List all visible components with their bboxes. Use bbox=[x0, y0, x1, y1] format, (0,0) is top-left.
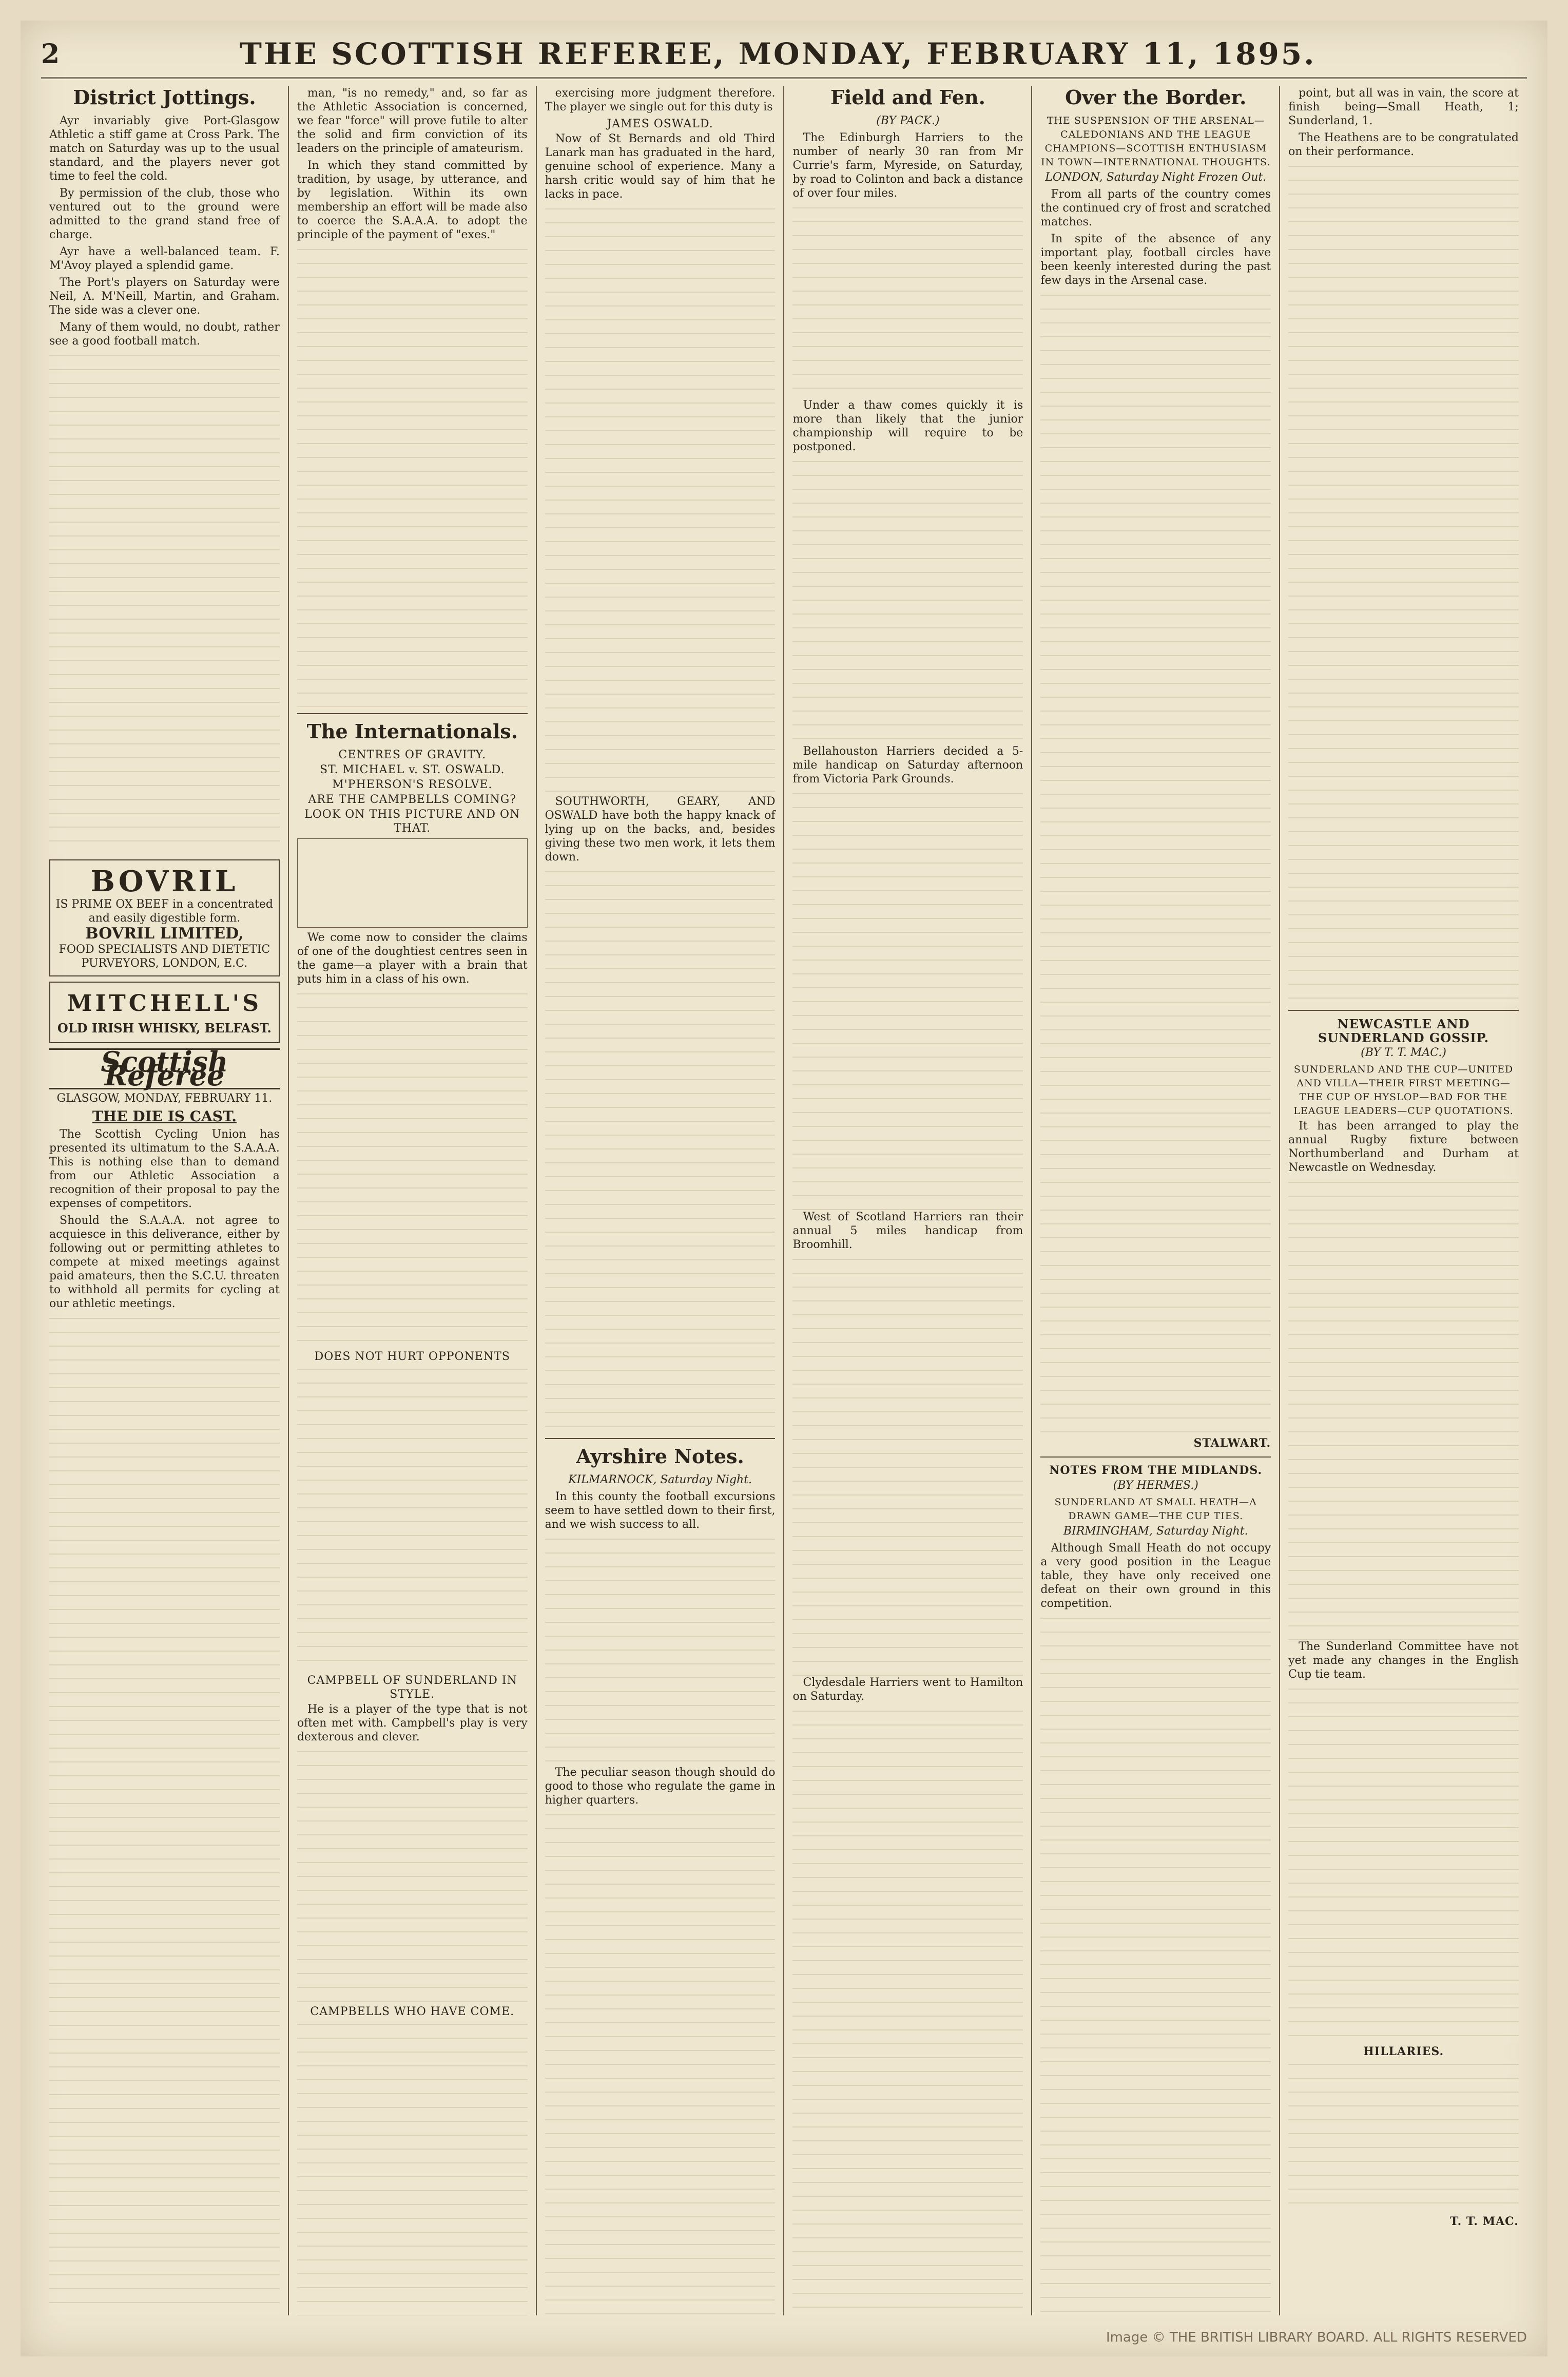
column-2 bbox=[289, 86, 537, 2315]
paragraph: He is a player of the type that is not often met with. Campbell's play is very dexterous and clever. bbox=[297, 1703, 528, 1743]
internationals-heading: The Internationals. bbox=[306, 720, 518, 743]
paragraph: Ayr invariably give Port-Glasgow Athletic a stiff game at Cross Park. The match on Saturday was up to the usual standard, and the players never got time to feel the cold. bbox=[49, 114, 280, 183]
paragraph: Bellahouston Harriers decided a 5-mile handicap on Saturday afternoon from Victoria Park Grounds. bbox=[792, 745, 1023, 785]
divider bbox=[1040, 1456, 1271, 1458]
text-block bbox=[792, 457, 1023, 744]
column-6 bbox=[1280, 86, 1527, 2315]
paragraph: The Scottish Cycling Union has presented its ultimatum to the S.A.A.A. This is nothing else than to demand from our Athletic Association a recognition of their proposal to pay the expenses of competitors. bbox=[49, 1128, 280, 1210]
subheading: NEWCASTLE AND SUNDERLAND GOSSIP. bbox=[1318, 1017, 1489, 1045]
paragraph: Many of them would, no doubt, rather see a good football match. bbox=[49, 321, 280, 348]
column-3 bbox=[537, 86, 785, 2315]
paragraph: The Heathens are to be congratulated on their performance. bbox=[1288, 131, 1519, 158]
paragraph: point, but all was in vain, the score at finish being—Small Heath, 1; Sunderland, 1. bbox=[1288, 87, 1519, 127]
subheading: ST. MICHAEL v. ST. OSWALD. bbox=[319, 763, 505, 776]
paragraph: West of Scotland Harriers ran their annual 5 miles handicap from Broomhill. bbox=[792, 1211, 1023, 1251]
text-block bbox=[545, 867, 776, 1432]
paragraph: In this county the football excursions seem to have settled down to their first, and we wish success to all. bbox=[545, 1490, 776, 1531]
subheading: CENTRES OF GRAVITY. bbox=[338, 749, 487, 761]
mitchells-advert bbox=[49, 982, 280, 1043]
advert-company: BOVRIL LIMITED, bbox=[85, 925, 244, 943]
text-block bbox=[545, 1810, 776, 2315]
lineup-table bbox=[297, 838, 528, 928]
text-block bbox=[545, 204, 776, 795]
paragraph: SOUTHWORTH, GEARY, AND OSWALD have both the happy knack of lying up on the backs, and, besides giving these two men work, it lets them down. bbox=[545, 795, 776, 864]
paragraph: Now of St Bernards and old Third Lanark man has graduated in the hard, genuine school of experience. Many a harsh critic would say of him that he lacks in pace. bbox=[545, 132, 776, 201]
signoff: T. T. MAC. bbox=[1450, 2215, 1519, 2228]
paragraph: We come now to consider the claims of one of the doughtiest centres seen in the game—a player with a brain that puts him in a class of his own. bbox=[297, 931, 528, 986]
paragraph: In spite of the absence of any important play, football circles have been keenly interested during the past few days in the Arsenal case. bbox=[1040, 233, 1271, 287]
subheading: CAMPBELLS WHO HAVE COME. bbox=[310, 2005, 515, 2018]
advert-text: IS PRIME OX BEEF in a concentrated and easily digestible form. bbox=[55, 898, 274, 925]
editorial-heading: THE DIE IS CAST. bbox=[92, 1108, 237, 1125]
text-block bbox=[792, 789, 1023, 1210]
paragraph: Although Small Heath do not occupy a very good position in the League table, they have only received one defeat on their own ground in this competition. bbox=[1040, 1542, 1271, 1610]
dateline: LONDON, Saturday Night Frozen Out. bbox=[1045, 171, 1267, 184]
text-block bbox=[1288, 2060, 1519, 2214]
paragraph: From all parts of the country comes the continued cry of frost and scratched matches. bbox=[1040, 188, 1271, 228]
over-the-border-heading: Over the Border. bbox=[1065, 86, 1247, 109]
paragraph: The Edinburgh Harriers to the number of nearly 30 ran from Mr Currie's farm, Myreside, on Saturday, by road to Colinton and back a distance of over four miles. bbox=[792, 131, 1023, 200]
paragraph: In which they stand committed by tradition, by usage, by utterance, and by legislation. Within its own membership an effort will be made also to coerce the S.A.A.A. to adopt the principle of the payment of "exes." bbox=[297, 159, 528, 241]
district-jottings-heading: District Jottings. bbox=[73, 86, 256, 109]
paragraph: The Port's players on Saturday were Neil, A. M'Neill, Martin, and Graham. The side was a clever one. bbox=[49, 276, 280, 317]
column-1 bbox=[41, 86, 289, 2315]
paragraph: It has been arranged to play the annual Rugby fixture between Northumberland and Durham at Newcastle on Wednesday. bbox=[1288, 1120, 1519, 1174]
signoff: STALWART. bbox=[1193, 1436, 1271, 1450]
subheading: THE SUSPENSION OF THE ARSENAL—CALEDONIANS AND THE LEAGUE CHAMPIONS—SCOTTISH ENTHUSIASM IN TOWN—INTERNATIONAL THOUGHTS. bbox=[1041, 115, 1271, 168]
paragraph: By permission of the club, those who ventured out to the ground were admitted to the grand stand free of charge. bbox=[49, 187, 280, 241]
page-title: THE SCOTTISH REFEREE, MONDAY, FEBRUARY 11, 1895. bbox=[239, 36, 1317, 71]
text-block bbox=[297, 989, 528, 1349]
ayrshire-notes-heading: Ayrshire Notes. bbox=[576, 1445, 744, 1468]
divider bbox=[297, 713, 528, 714]
newspaper-page bbox=[21, 21, 1547, 2356]
subheading: JAMES OSWALD. bbox=[607, 118, 713, 130]
text-block bbox=[1040, 291, 1271, 1435]
subheading: HILLARIES. bbox=[1363, 2045, 1444, 2058]
text-block bbox=[545, 1535, 776, 1766]
newspaper-flag: Scottish Referee bbox=[49, 1048, 280, 1089]
paragraph: The peculiar season though should do good to those who regulate the game in higher quarters. bbox=[545, 1766, 776, 1807]
advert-title: MITCHELL'S bbox=[67, 990, 262, 1017]
dateline: BIRMINGHAM, Saturday Night. bbox=[1063, 1525, 1248, 1538]
field-and-fen-heading: Field and Fen. bbox=[830, 86, 985, 109]
text-block bbox=[1040, 1614, 1271, 2315]
subheading: NOTES FROM THE MIDLANDS. bbox=[1049, 1464, 1263, 1477]
advert-text: OLD IRISH WHISKY, BELFAST. bbox=[57, 1021, 272, 1036]
text-block bbox=[1288, 1684, 1519, 2044]
text-block bbox=[792, 203, 1023, 398]
text-block bbox=[297, 245, 528, 707]
divider bbox=[545, 1438, 776, 1439]
text-block bbox=[1288, 1178, 1519, 1640]
columns bbox=[41, 86, 1527, 2315]
text-block bbox=[792, 1707, 1023, 2315]
byline: (BY T. T. MAC.) bbox=[1361, 1046, 1446, 1059]
text-block bbox=[297, 2020, 528, 2315]
dateline: GLASGOW, MONDAY, FEBRUARY 11. bbox=[56, 1092, 273, 1105]
dateline: KILMARNOCK, Saturday Night. bbox=[568, 1473, 752, 1486]
paragraph: Ayr have a well-balanced team. F. M'Avoy played a splendid game. bbox=[49, 245, 280, 272]
column-5 bbox=[1032, 86, 1280, 2315]
subheading: SUNDERLAND AND THE CUP—UNITED AND VILLA—THEIR FIRST MEETING—THE CUP OF HYSLOP—BAD FOR THE LEAGUE LEADERS—CUP QUOTATIONS. bbox=[1293, 1064, 1514, 1117]
paragraph: man, "is no remedy," and, so far as the Athletic Association is concerned, we fear "force" will prove futile to alter the solid and firm conviction of its leaders on the principle of amateurism. bbox=[297, 87, 528, 155]
paragraph: exercising more judgment therefore. The player we single out for this duty is bbox=[545, 87, 776, 113]
paragraph: Should the S.A.A.A. not agree to acquiesce in this deliverance, either by following out or permitting athletes to compete at mixed meetings against paid amateurs, then the S.C.U. threaten to withhold all permits for cycling at our athletic meetings. bbox=[49, 1214, 280, 1310]
text-block bbox=[297, 1747, 528, 2004]
subheading: CAMPBELL OF SUNDERLAND IN STYLE. bbox=[307, 1674, 517, 1701]
subheading: DOES NOT HURT OPPONENTS bbox=[314, 1350, 510, 1363]
image-credit: Image © THE BRITISH LIBRARY BOARD. ALL RIGHTS RESERVED bbox=[1106, 2330, 1527, 2345]
paragraph: Clydesdale Harriers went to Hamilton on Saturday. bbox=[792, 1676, 1023, 1703]
masthead bbox=[41, 31, 1527, 79]
text-block bbox=[1288, 162, 1519, 1004]
divider bbox=[1288, 1010, 1519, 1011]
text-block bbox=[297, 1365, 528, 1673]
byline: (BY PACK.) bbox=[876, 114, 940, 127]
text-block bbox=[792, 1255, 1023, 1676]
paragraph: The Sunderland Committee have not yet made any changes in the English Cup tie team. bbox=[1288, 1640, 1519, 1681]
subheading: LOOK ON THIS PICTURE AND ON THAT. bbox=[304, 808, 520, 835]
paragraph: Under a thaw comes quickly it is more than likely that the junior championship will require to be postponed. bbox=[792, 399, 1023, 453]
byline: (BY HERMES.) bbox=[1113, 1479, 1198, 1492]
advert-title: BOVRIL bbox=[90, 865, 239, 898]
page-number: 2 bbox=[41, 38, 60, 70]
subheading: M'PHERSON'S RESOLVE. bbox=[332, 778, 493, 791]
text-block bbox=[49, 1314, 280, 2315]
subheading: ARE THE CAMPBELLS COMING? bbox=[308, 793, 517, 806]
advert-text: FOOD SPECIALISTS AND DIETETIC PURVEYORS, LONDON, E.C. bbox=[59, 943, 270, 970]
column-4 bbox=[784, 86, 1032, 2315]
subheading: SUNDERLAND AT SMALL HEATH—A DRAWN GAME—THE CUP TIES. bbox=[1054, 1497, 1257, 1522]
bovril-advert bbox=[49, 859, 280, 976]
text-block bbox=[49, 351, 280, 854]
